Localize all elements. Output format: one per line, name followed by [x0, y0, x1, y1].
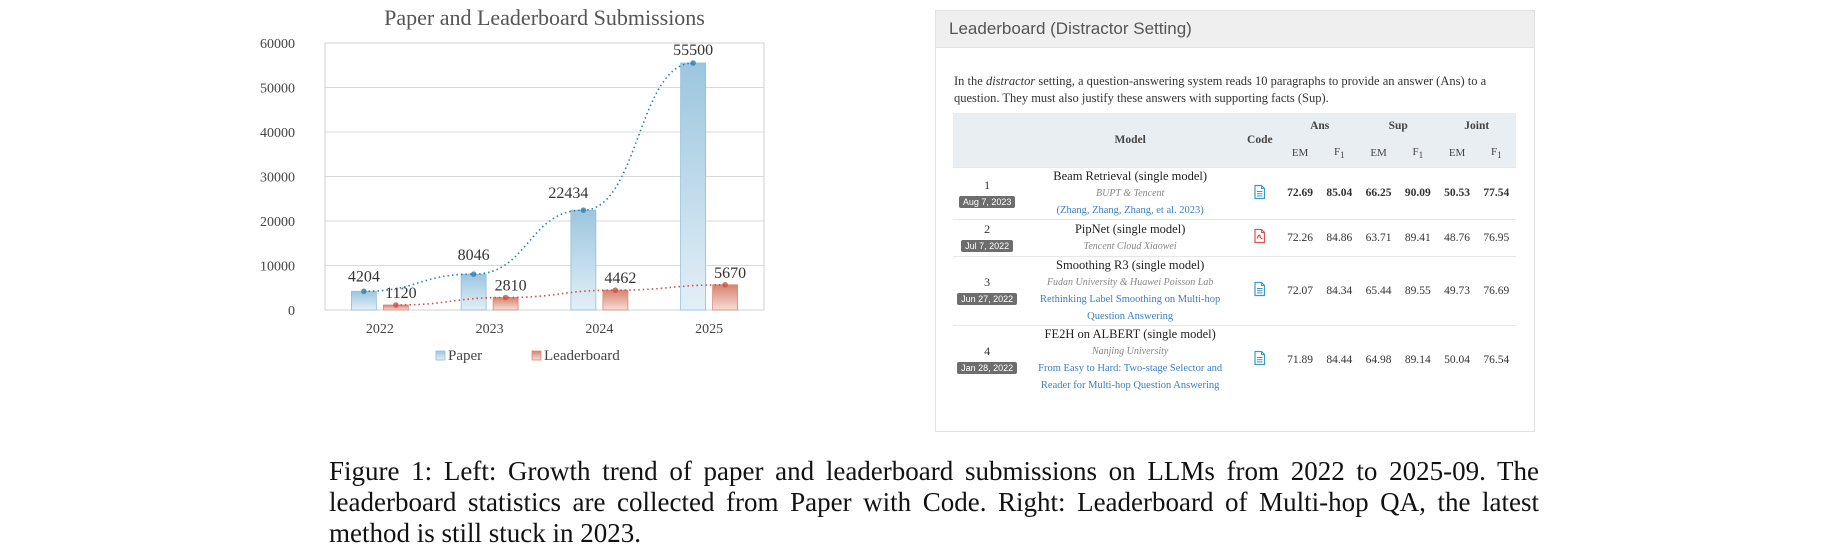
leaderboard-legend-label: Leaderboard: [544, 348, 620, 364]
code-cell: [1239, 325, 1280, 394]
leaderboard-value-label: 2810: [494, 277, 527, 295]
model-cell: [1021, 219, 1239, 256]
score-cell: 65.44: [1359, 256, 1398, 325]
score-cell: 76.69: [1477, 256, 1516, 325]
score-cell: 76.54: [1477, 325, 1516, 394]
figure-caption: Figure 1: Left: Growth trend of paper and leaderboard submissions on LLMs from 2022 to 2025-09. The leaderboard statistics are collected from Paper with Code. Right: Leaderboard of Multi-hop QA, the latest method is still stuck in 2023.: [329, 456, 1539, 548]
rank-number: 2: [984, 222, 991, 236]
leaderboard-point: [503, 295, 509, 301]
sup-header: Sup: [1359, 113, 1438, 139]
code-cell: [1239, 256, 1280, 325]
leaderboard-panel: [935, 10, 1535, 432]
leaderboard-row: [953, 167, 1516, 219]
y-tick-label: 40000: [260, 126, 295, 141]
y-tick-label: 50000: [260, 81, 295, 97]
rank-cell: [953, 219, 1021, 256]
leaderboard-point: [393, 302, 399, 308]
paper-bar: [351, 291, 376, 310]
rank-header: [953, 113, 1021, 167]
score-cell: 66.25: [1359, 167, 1398, 219]
institution: Tencent Cloud Xiaowei: [1083, 240, 1177, 252]
rank-number: 4: [984, 344, 991, 358]
code-cell: [1239, 167, 1280, 219]
model-cell: [1021, 325, 1239, 394]
code-cell: [1239, 219, 1280, 256]
em-header: EM: [1280, 139, 1319, 167]
paper-point: [361, 288, 367, 294]
doc-icon[interactable]: [1254, 351, 1265, 368]
score-cell: 84.86: [1320, 219, 1359, 256]
f1-header: $F_1$: [1320, 139, 1359, 167]
date-badge: Jul 7, 2022: [961, 240, 1013, 252]
paper-link[interactable]: (Zhang, Zhang, Zhang, et al. 2023): [1056, 204, 1204, 216]
paper-legend-label: Paper: [448, 348, 483, 364]
model-cell: [1021, 167, 1239, 219]
submissions-chart: [260, 0, 918, 440]
paper-link[interactable]: Reader for Multi-hop Question Answering: [1040, 379, 1220, 391]
paper-point: [690, 60, 696, 66]
y-tick-label: 0: [288, 304, 295, 319]
y-tick-label: 20000: [260, 215, 295, 230]
leaderboard-description: In the distractor setting, a question-answering system reads 10 paragraphs to provide an answer (Ans) to a question. They must also justify these answers with supporting facts (Sup).: [954, 74, 1487, 105]
em-header: EM: [1359, 139, 1398, 167]
pdf-icon[interactable]: [1254, 229, 1265, 246]
leaderboard-point: [722, 282, 728, 288]
f1-header: $F_1$: [1398, 139, 1437, 167]
rank-cell: [953, 167, 1021, 219]
rank-cell: [953, 325, 1021, 394]
leaderboard-row: [953, 219, 1516, 256]
paper-bar: [571, 210, 596, 310]
date-badge: Aug 7, 2023: [959, 196, 1016, 208]
paper-bar: [461, 274, 486, 310]
institution: Fudan University & Huawei Poisson Lab: [1046, 276, 1214, 288]
score-cell: 85.04: [1320, 167, 1359, 219]
x-tick-label: 2024: [585, 322, 614, 337]
score-cell: 72.69: [1280, 167, 1319, 219]
paper-value-label: 22434: [548, 185, 589, 203]
score-cell: 76.95: [1477, 219, 1516, 256]
model-name: FE2H on ALBERT (single model): [1044, 326, 1216, 341]
date-badge: Jan 28, 2022: [957, 362, 1017, 374]
leaderboard-row: [953, 256, 1516, 325]
rank-number: 3: [984, 275, 991, 289]
leaderboard-table: [953, 113, 1516, 394]
score-cell: 49.73: [1437, 256, 1476, 325]
score-cell: 72.07: [1280, 256, 1319, 325]
paper-link[interactable]: Question Answering: [1087, 310, 1174, 322]
leaderboard-value-label: 4462: [604, 270, 637, 288]
rank-cell: [953, 256, 1021, 325]
leaderboard-row: [953, 325, 1516, 394]
model-name: Beam Retrieval (single model): [1053, 168, 1208, 183]
leaderboard-legend-swatch: [532, 351, 541, 360]
score-cell: 90.09: [1398, 167, 1437, 219]
model-name: Smoothing R3 (single model): [1056, 257, 1205, 272]
paper-trendline: [364, 63, 693, 291]
paper-value-label: 4204: [347, 268, 380, 286]
y-tick-label: 30000: [260, 170, 295, 186]
score-cell: 50.53: [1437, 167, 1476, 219]
institution: BUPT & Tencent: [1095, 187, 1165, 199]
leaderboard-bar: [713, 285, 738, 310]
leaderboard-value-label: 5670: [714, 264, 747, 282]
score-cell: 89.14: [1398, 325, 1437, 394]
paper-bar: [681, 63, 706, 310]
score-cell: 72.26: [1280, 219, 1319, 256]
leaderboard-point: [613, 287, 619, 293]
model-header: Model: [1021, 113, 1239, 167]
rank-number: 1: [984, 177, 991, 192]
paper-value-label: 55500: [673, 42, 714, 60]
paper-link[interactable]: Rethinking Label Smoothing on Multi-hop: [1040, 293, 1221, 305]
score-cell: 64.98: [1359, 325, 1398, 394]
score-cell: 84.44: [1320, 325, 1359, 394]
score-cell: 89.41: [1398, 219, 1437, 256]
paper-link[interactable]: From Easy to Hard: Two-stage Selector and: [1038, 362, 1223, 374]
model-cell: [1021, 256, 1239, 325]
x-tick-label: 2022: [365, 322, 394, 337]
x-tick-label: 2023: [475, 322, 504, 337]
institution: Nanjing University: [1091, 345, 1169, 357]
em-header: EM: [1437, 139, 1476, 167]
ans-header: Ans: [1280, 113, 1359, 139]
score-cell: 77.54: [1477, 167, 1516, 219]
leaderboard-trendline: [396, 285, 725, 305]
f1-header: $F_1$: [1477, 139, 1516, 167]
leaderboard-value-label: 1120: [385, 285, 417, 303]
leaderboard-bar: [603, 290, 628, 310]
score-cell: 50.04: [1437, 325, 1476, 394]
code-header: Code: [1239, 113, 1280, 167]
model-name: PipNet (single model): [1074, 221, 1186, 236]
score-cell: 63.71: [1359, 219, 1398, 256]
score-cell: 48.76: [1437, 219, 1476, 256]
paper-legend-swatch: [436, 351, 445, 360]
score-cell: 71.89: [1280, 325, 1319, 394]
paper-point: [581, 207, 587, 213]
chart-title: Paper and Leaderboard Submissions: [384, 5, 705, 30]
doc-icon[interactable]: [1254, 282, 1265, 299]
score-cell: 84.34: [1320, 256, 1359, 325]
leaderboard-title: Leaderboard (Distractor Setting): [936, 11, 1534, 48]
paper-value-label: 8046: [457, 247, 490, 265]
doc-icon[interactable]: [1254, 185, 1265, 202]
joint-header: Joint: [1437, 113, 1516, 139]
paper-point: [471, 271, 477, 277]
x-tick-label: 2025: [695, 322, 724, 337]
y-tick-label: 10000: [260, 259, 295, 275]
date-badge: Jun 27, 2022: [957, 293, 1017, 305]
score-cell: 89.55: [1398, 256, 1437, 325]
y-tick-label: 60000: [260, 37, 295, 52]
